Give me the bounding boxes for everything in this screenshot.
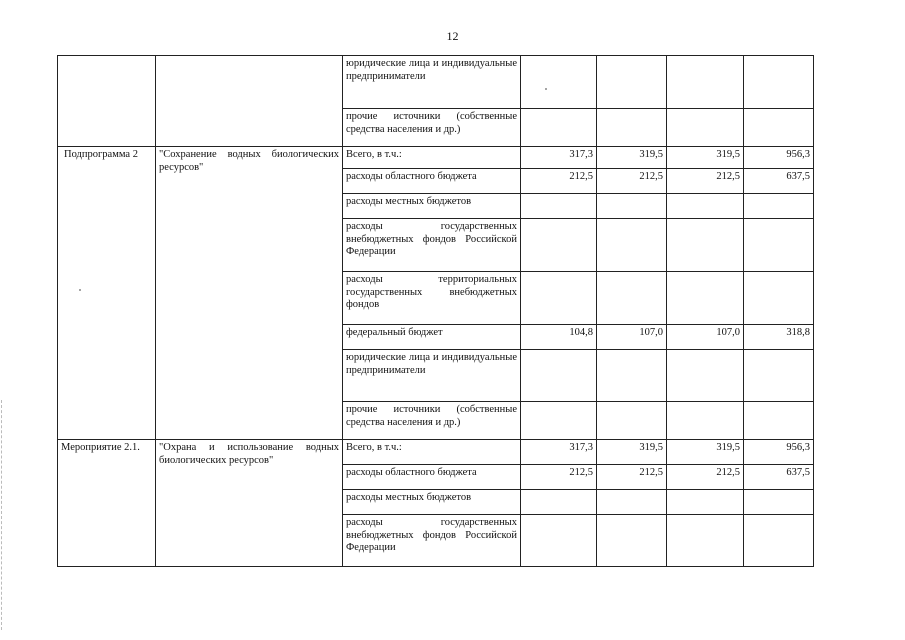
value-cell: [597, 490, 667, 515]
value-cell: [744, 109, 814, 147]
value-cell: [521, 402, 597, 440]
funding-source-cell: расходы областного бюджета: [343, 169, 521, 194]
value-cell: [667, 350, 744, 402]
value-cell: 319,5: [597, 440, 667, 465]
program-cell: Подпрограмма 2: [58, 147, 156, 440]
value-cell: 212,5: [667, 465, 744, 490]
funding-source-cell: расходы государственных внебюджетных фондов Российской Федерации: [343, 515, 521, 567]
value-cell: 637,5: [744, 465, 814, 490]
program-cell: [58, 56, 156, 147]
value-cell: 319,5: [667, 147, 744, 169]
value-cell: [667, 56, 744, 109]
value-cell: [744, 402, 814, 440]
funding-source-cell: расходы местных бюджетов: [343, 194, 521, 219]
value-cell: [521, 350, 597, 402]
value-cell: 212,5: [667, 169, 744, 194]
funding-source-cell: расходы областного бюджета: [343, 465, 521, 490]
value-cell: 637,5: [744, 169, 814, 194]
value-cell: [667, 194, 744, 219]
value-cell: 956,3: [744, 147, 814, 169]
value-cell: 318,8: [744, 325, 814, 350]
value-cell: 212,5: [597, 169, 667, 194]
budget-table: [57, 55, 814, 567]
value-cell: 319,5: [597, 147, 667, 169]
value-cell: 107,0: [597, 325, 667, 350]
value-cell: [744, 56, 814, 109]
measure-name-cell: "Охрана и использование водных биологических ресурсов": [156, 440, 343, 567]
value-cell: 212,5: [521, 465, 597, 490]
funding-source-cell: прочие источники (собственные средства населения и др.): [343, 109, 521, 147]
table-row: [58, 440, 814, 465]
value-cell: 956,3: [744, 440, 814, 465]
value-cell: 212,5: [597, 465, 667, 490]
funding-source-cell: прочие источники (собственные средства населения и др.): [343, 402, 521, 440]
value-cell: [597, 56, 667, 109]
measure-cell: Мероприятие 2.1.: [58, 440, 156, 567]
value-cell: [597, 272, 667, 325]
value-cell: [667, 109, 744, 147]
value-cell: 104,8: [521, 325, 597, 350]
table-row: [58, 56, 814, 109]
value-cell: [597, 515, 667, 567]
value-cell: [744, 490, 814, 515]
table-row: [58, 147, 814, 169]
value-cell: [597, 194, 667, 219]
value-cell: [521, 56, 597, 109]
value-cell: [521, 272, 597, 325]
value-cell: [597, 219, 667, 272]
value-cell: [744, 194, 814, 219]
funding-source-cell: Всего, в т.ч.:: [343, 147, 521, 169]
value-cell: [744, 219, 814, 272]
value-cell: [667, 402, 744, 440]
value-cell: [521, 219, 597, 272]
funding-source-cell: расходы государственных внебюджетных фондов Российской Федерации: [343, 219, 521, 272]
value-cell: [744, 350, 814, 402]
program-name-cell: "Сохранение водных биологических ресурсов": [156, 147, 343, 440]
value-cell: [597, 350, 667, 402]
value-cell: [597, 109, 667, 147]
funding-source-cell: расходы местных бюджетов: [343, 490, 521, 515]
funding-source-cell: расходы территориальных государственных внебюджетных фондов: [343, 272, 521, 325]
value-cell: 319,5: [667, 440, 744, 465]
value-cell: 107,0: [667, 325, 744, 350]
value-cell: [597, 402, 667, 440]
value-cell: [667, 219, 744, 272]
value-cell: 317,3: [521, 440, 597, 465]
value-cell: [521, 515, 597, 567]
scan-edge-mark: [1, 400, 3, 630]
value-cell: [667, 490, 744, 515]
program-name-cell: [156, 56, 343, 147]
funding-source-cell: федеральный бюджет: [343, 325, 521, 350]
value-cell: [744, 272, 814, 325]
value-cell: [667, 272, 744, 325]
funding-source-cell: юридические лица и индивидуальные предприниматели: [343, 350, 521, 402]
value-cell: [521, 109, 597, 147]
value-cell: [744, 515, 814, 567]
value-cell: [521, 490, 597, 515]
value-cell: [521, 194, 597, 219]
value-cell: 212,5: [521, 169, 597, 194]
scan-speck: [545, 88, 547, 90]
funding-source-cell: юридические лица и индивидуальные предприниматели: [343, 56, 521, 109]
scan-speck: [79, 289, 81, 291]
value-cell: [667, 515, 744, 567]
page-number: 12: [446, 29, 459, 43]
funding-source-cell: Всего, в т.ч.:: [343, 440, 521, 465]
value-cell: 317,3: [521, 147, 597, 169]
